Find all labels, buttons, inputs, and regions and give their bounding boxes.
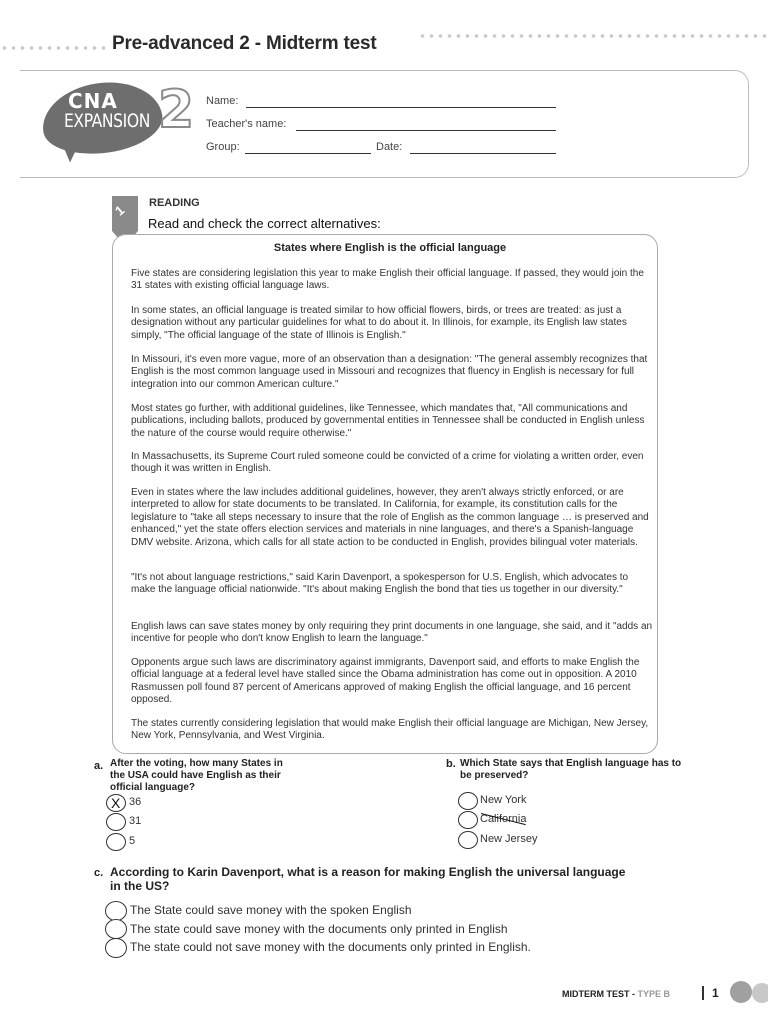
question-c-option-1-label: The State could save money with the spoken English	[130, 903, 412, 917]
group-field[interactable]	[245, 153, 371, 154]
article-paragraph: Even in states where the law includes additional guidelines, however, they aren't always strictly enforced, or are interpreted to allow for state documents to be translated. In California, for example, its constitution calls for the legislature to "take all steps necessary to insure that the role of English as the common language … is preserved and enhanced," yet the state offers election services and materials in nine languages, and there's a Spanish-language DMV website. Arizona, which calls for all state action to be conducted in English, provides bilingual voter materials.	[131, 487, 649, 548]
section-number: 1	[112, 202, 128, 219]
question-c-option-2-label: The state could save money with the documents only printed in English	[130, 922, 508, 936]
question-b-option-3-label: New Jersey	[480, 833, 538, 845]
group-label: Group:	[206, 141, 240, 153]
logo-cna-text: CNA	[68, 89, 118, 113]
article-paragraph: Five states are considering legislation this year to make English their official language. If passed, they would join the 31 states with existing official language laws.	[131, 268, 644, 292]
footer-test-type: TYPE B	[637, 989, 671, 999]
question-b-option-3-radio[interactable]	[458, 831, 478, 849]
question-a-option-3-label: 5	[129, 835, 136, 847]
question-a-text: After the voting, how many States in the USA could have English as their official language?	[110, 758, 283, 793]
question-c-option-1-radio[interactable]	[105, 901, 127, 921]
question-a-check-mark: X	[111, 795, 121, 811]
article-paragraph: Most states go further, with additional guidelines, like Tennessee, which mandates that, "All communications and publications, including ballots, produced by governmental entities in Tennessee shall be conducted in English unless the nature of the course would require otherwise."	[131, 403, 645, 439]
question-b-letter: b.	[446, 758, 456, 770]
question-b-option-2-label: California	[480, 813, 527, 825]
question-a-option-2-radio[interactable]	[106, 813, 126, 831]
question-c-option-3-radio[interactable]	[105, 938, 127, 958]
section-title: READING	[149, 197, 200, 209]
page-title: Pre-advanced 2 - Midterm test	[112, 33, 377, 54]
article-paragraph: In some states, an official language is treated similar to how official flowers, birds, or trees are treated: as just a designation without any particular guidelines for what to do about it. In Illinois, for example, its English law states simply, "The official language of the state of Illinois is English."	[131, 305, 627, 341]
logo-bubble-tail	[56, 138, 80, 163]
article-paragraph: The states currently considering legislation that would make English their official language are Michigan, New Jersey, New York, Pennsylvania, and West Virginia.	[131, 718, 649, 742]
question-a-letter: a.	[94, 760, 104, 772]
question-a-option-3-radio[interactable]	[106, 833, 126, 851]
footer-test-name: MIDTERM TEST -	[562, 989, 638, 999]
name-label: Name:	[206, 95, 239, 107]
question-c-letter: c.	[94, 867, 104, 879]
teacher-name-label: Teacher's name:	[206, 118, 287, 130]
teacher-name-field[interactable]	[296, 130, 556, 131]
article-paragraph: Opponents argue such laws are discriminatory against immigrants, Davenport said, and efforts to make English the official language at a federal level have stalled since the Obama administration has come out in opposition. A 2010 Rasmussen poll found 87 percent of Americans approved of making English the official language, and 16 percent opposed.	[131, 657, 640, 706]
logo-number: 2	[158, 80, 195, 140]
article-paragraph: In Massachusetts, its Supreme Court ruled someone could be convicted of a crime for violating a written order, even though it was written in English.	[131, 451, 644, 475]
name-field[interactable]	[246, 107, 556, 108]
page-number: 1	[712, 986, 719, 1000]
footer-dot-decoration	[730, 981, 752, 1003]
article-paragraph: English laws can save states money by only requiring they print documents in one language, she said, and it "adds an incentive for people who don't know English to learn the language."	[131, 621, 653, 645]
date-field[interactable]	[410, 153, 556, 154]
question-b-option-2-radio[interactable]	[458, 811, 478, 829]
question-a-option-1-label: 36	[129, 796, 142, 808]
question-b-option-1-label: New York	[480, 794, 527, 806]
date-label: Date:	[376, 141, 403, 153]
question-b-text: Which State says that English language has to be preserved?	[460, 758, 682, 781]
question-c-option-2-radio[interactable]	[105, 919, 127, 939]
footer-dot-decoration	[752, 983, 768, 1003]
section-instruction: Read and check the correct alternatives:	[148, 216, 381, 231]
footer-label	[562, 989, 670, 999]
article-paragraph: In Missouri, it's even more vague, more of an observation than a designation: "The general assembly recognizes that English is the most common language used in Missouri and recognizes that fluency in English is necessary for full integration into our common American culture."	[131, 354, 648, 390]
article-paragraph: "It's not about language restrictions," said Karin Davenport, a spokesperson for U.S. English, which advocates to make the language official nationwide. "It's about making English the bond that ties us together in our diversity."	[131, 572, 629, 596]
question-c-option-3-label: The state could not save money with the documents only printed in English.	[130, 940, 531, 954]
article-title: States where English is the official language	[273, 242, 507, 254]
question-a-option-2-label: 31	[129, 815, 142, 827]
header-dots-left	[0, 46, 108, 50]
header-dots-right	[418, 34, 768, 38]
logo-expansion-text: EXPANSION	[64, 110, 150, 132]
question-c-text: According to Karin Davenport, what is a reason for making English the universal language in the US?	[110, 865, 626, 893]
footer-divider	[702, 986, 704, 1000]
question-b-option-1-radio[interactable]	[458, 792, 478, 810]
